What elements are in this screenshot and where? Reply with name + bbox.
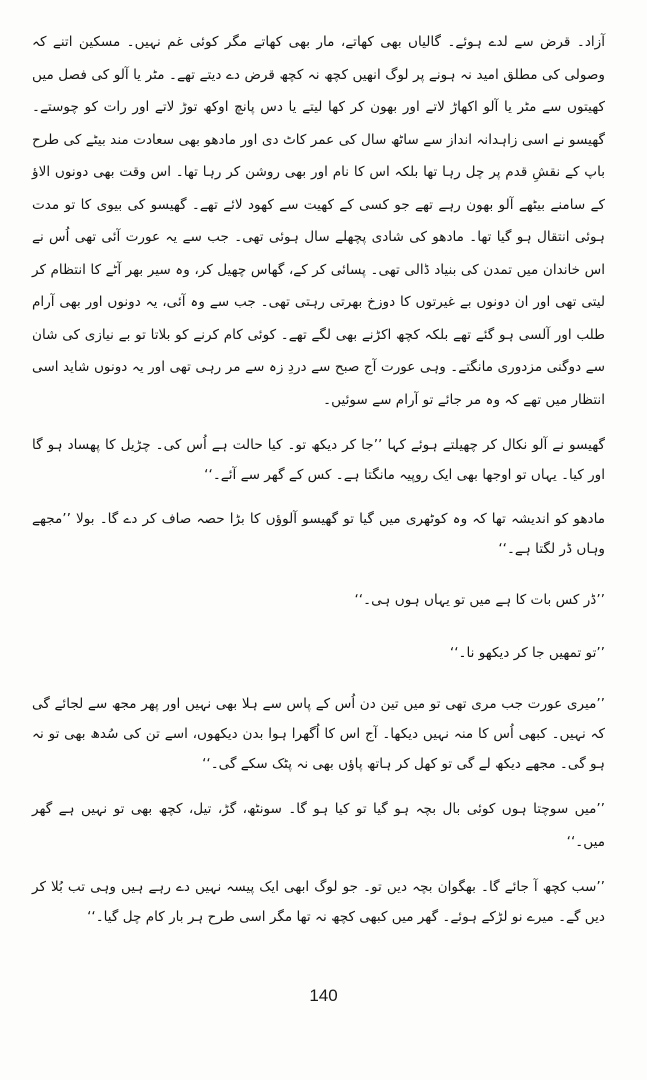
dialogue-line-1: ’’ڈر کس بات کا ہے میں تو یہاں ہوں ہی۔‘‘ (354, 592, 605, 608)
paragraph-madhav-fear: مادھو کو اندیشہ تھا کہ وہ کوٹھری میں گیا تو گھیسو آلوؤں کا بڑا حصہ صاف کر دے گا۔ بولا ’’مجھے وہاں ڈر لگتا ہے۔‘‘ (32, 511, 605, 557)
page-number: 140 (309, 986, 338, 1005)
dialogue-line-2: ’’تو تمھیں جا کر دیکھو نا۔‘‘ (449, 644, 605, 661)
paragraph-ghisu-wife: ’’میری عورت جب مری تھی تو میں تین دن اُس کے پاس سے ہلا بھی نہیں اور پھر مجھ سے لجائے گی کہ نہیں۔ کبھی اُس کا منہ نہیں دیکھا۔ آج اس کا اُگھرا ہوا بدن دیکھوں، اسے تن کی سُدھ بھی تو نہ ہو گی۔ مجھے دیکھ لے گی تو کھل کر ہاتھ پاؤں بھی نہ پٹک سکے گی۔‘‘ (32, 696, 605, 772)
page-body-text (32, 26, 605, 932)
paragraph-final: ’’سب کچھ آ جائے گا۔ بھگوان بچہ دیں تو۔ جو لوگ ابھی ایک پیسہ نہیں دے رہے ہیں وہی تب بُلا کر دیں گے۔ میرے نو لڑکے ہوئے۔ گھر میں کبھی کچھ نہ تھا مگر اسی طرح ہر بار کام چل گیا۔‘‘ (32, 879, 605, 925)
dialogue-line-3: ’’میں سوچتا ہوں کوئی بال بچہ ہو گیا تو کیا ہو گا۔ سونٹھ، گڑ، تیل، کچھ بھی تو نہیں ہے گھر میں۔‘‘ (32, 801, 605, 850)
paragraph-narration: آزاد۔ قرض سے لدے ہوئے۔ گالیاں بھی کھاتے، مار بھی کھاتے مگر کوئی غم نہیں۔ مسکین اتنے کہ وصولی کی مطلق امید نہ ہونے پر لوگ انھیں کچھ نہ کچھ قرض دے دیتے تھے۔ مٹر یا آلو کی فصل میں کھیتوں سے مٹر یا آلو اکھاڑ لاتے اور بھون کر کھا لیتے یا دس پانچ اوکھ توڑ لاتے اور رات کو چوستے۔ گھیسو نے اسی زاہدانہ انداز سے ساٹھ سال کی عمر کاٹ دی اور مادھو بھی سعادت مند بیٹے کی طرح باپ کے نقشِ قدم پر چل رہا تھا بلکہ اس کا نام اور بھی روشن کر رہا تھا۔ اس وقت بھی دونوں الاؤ کے سامنے بیٹھے آلو بھون رہے تھے جو کسی کے کھیت سے کھود لائے تھے۔ گھیسو کی بیوی کا تو مدت ہوئی انتقال ہو گیا تھا۔ مادھو کی شادی پچھلے سال ہوئی تھی۔ جب سے یہ عورت آئی تھی اُس نے اس خاندان میں تمدن کی بنیاد ڈالی تھی۔ پسائی کر کے، گھاس چھیل کر، وہ سیر بھر آٹے کا انتظام کر لیتی تھی اور ان دونوں بے غیرتوں کا دوزخ بھرتی رہتی تھی۔ جب سے وہ آئی، یہ دونوں اور بھی آرام طلب اور آلسی ہو گئے تھے بلکہ کچھ اکڑنے بھی لگے تھے۔ کوئی کام کرنے کو بلاتا تو بے نیازی کی شان سے دوگنی مزدوری مانگتے۔ وہی عورت آج صبح سے دردِ زہ سے مر رہی تھی اور یہ دونوں شاید اسی انتظار میں تھے کہ وہ مر جائے تو آرام سے سوئیں۔ (32, 34, 605, 408)
paragraph-ghisu-speech: گھیسو نے آلو نکال کر چھیلتے ہوئے کہا ’’جا کر دیکھ تو۔ کیا حالت ہے اُس کی۔ چڑیل کا پھساد ہو گا اور کیا۔ یہاں تو اوجھا بھی ایک روپیہ مانگتا ہے۔ کس کے گھر سے آئے۔‘‘ (32, 437, 605, 483)
